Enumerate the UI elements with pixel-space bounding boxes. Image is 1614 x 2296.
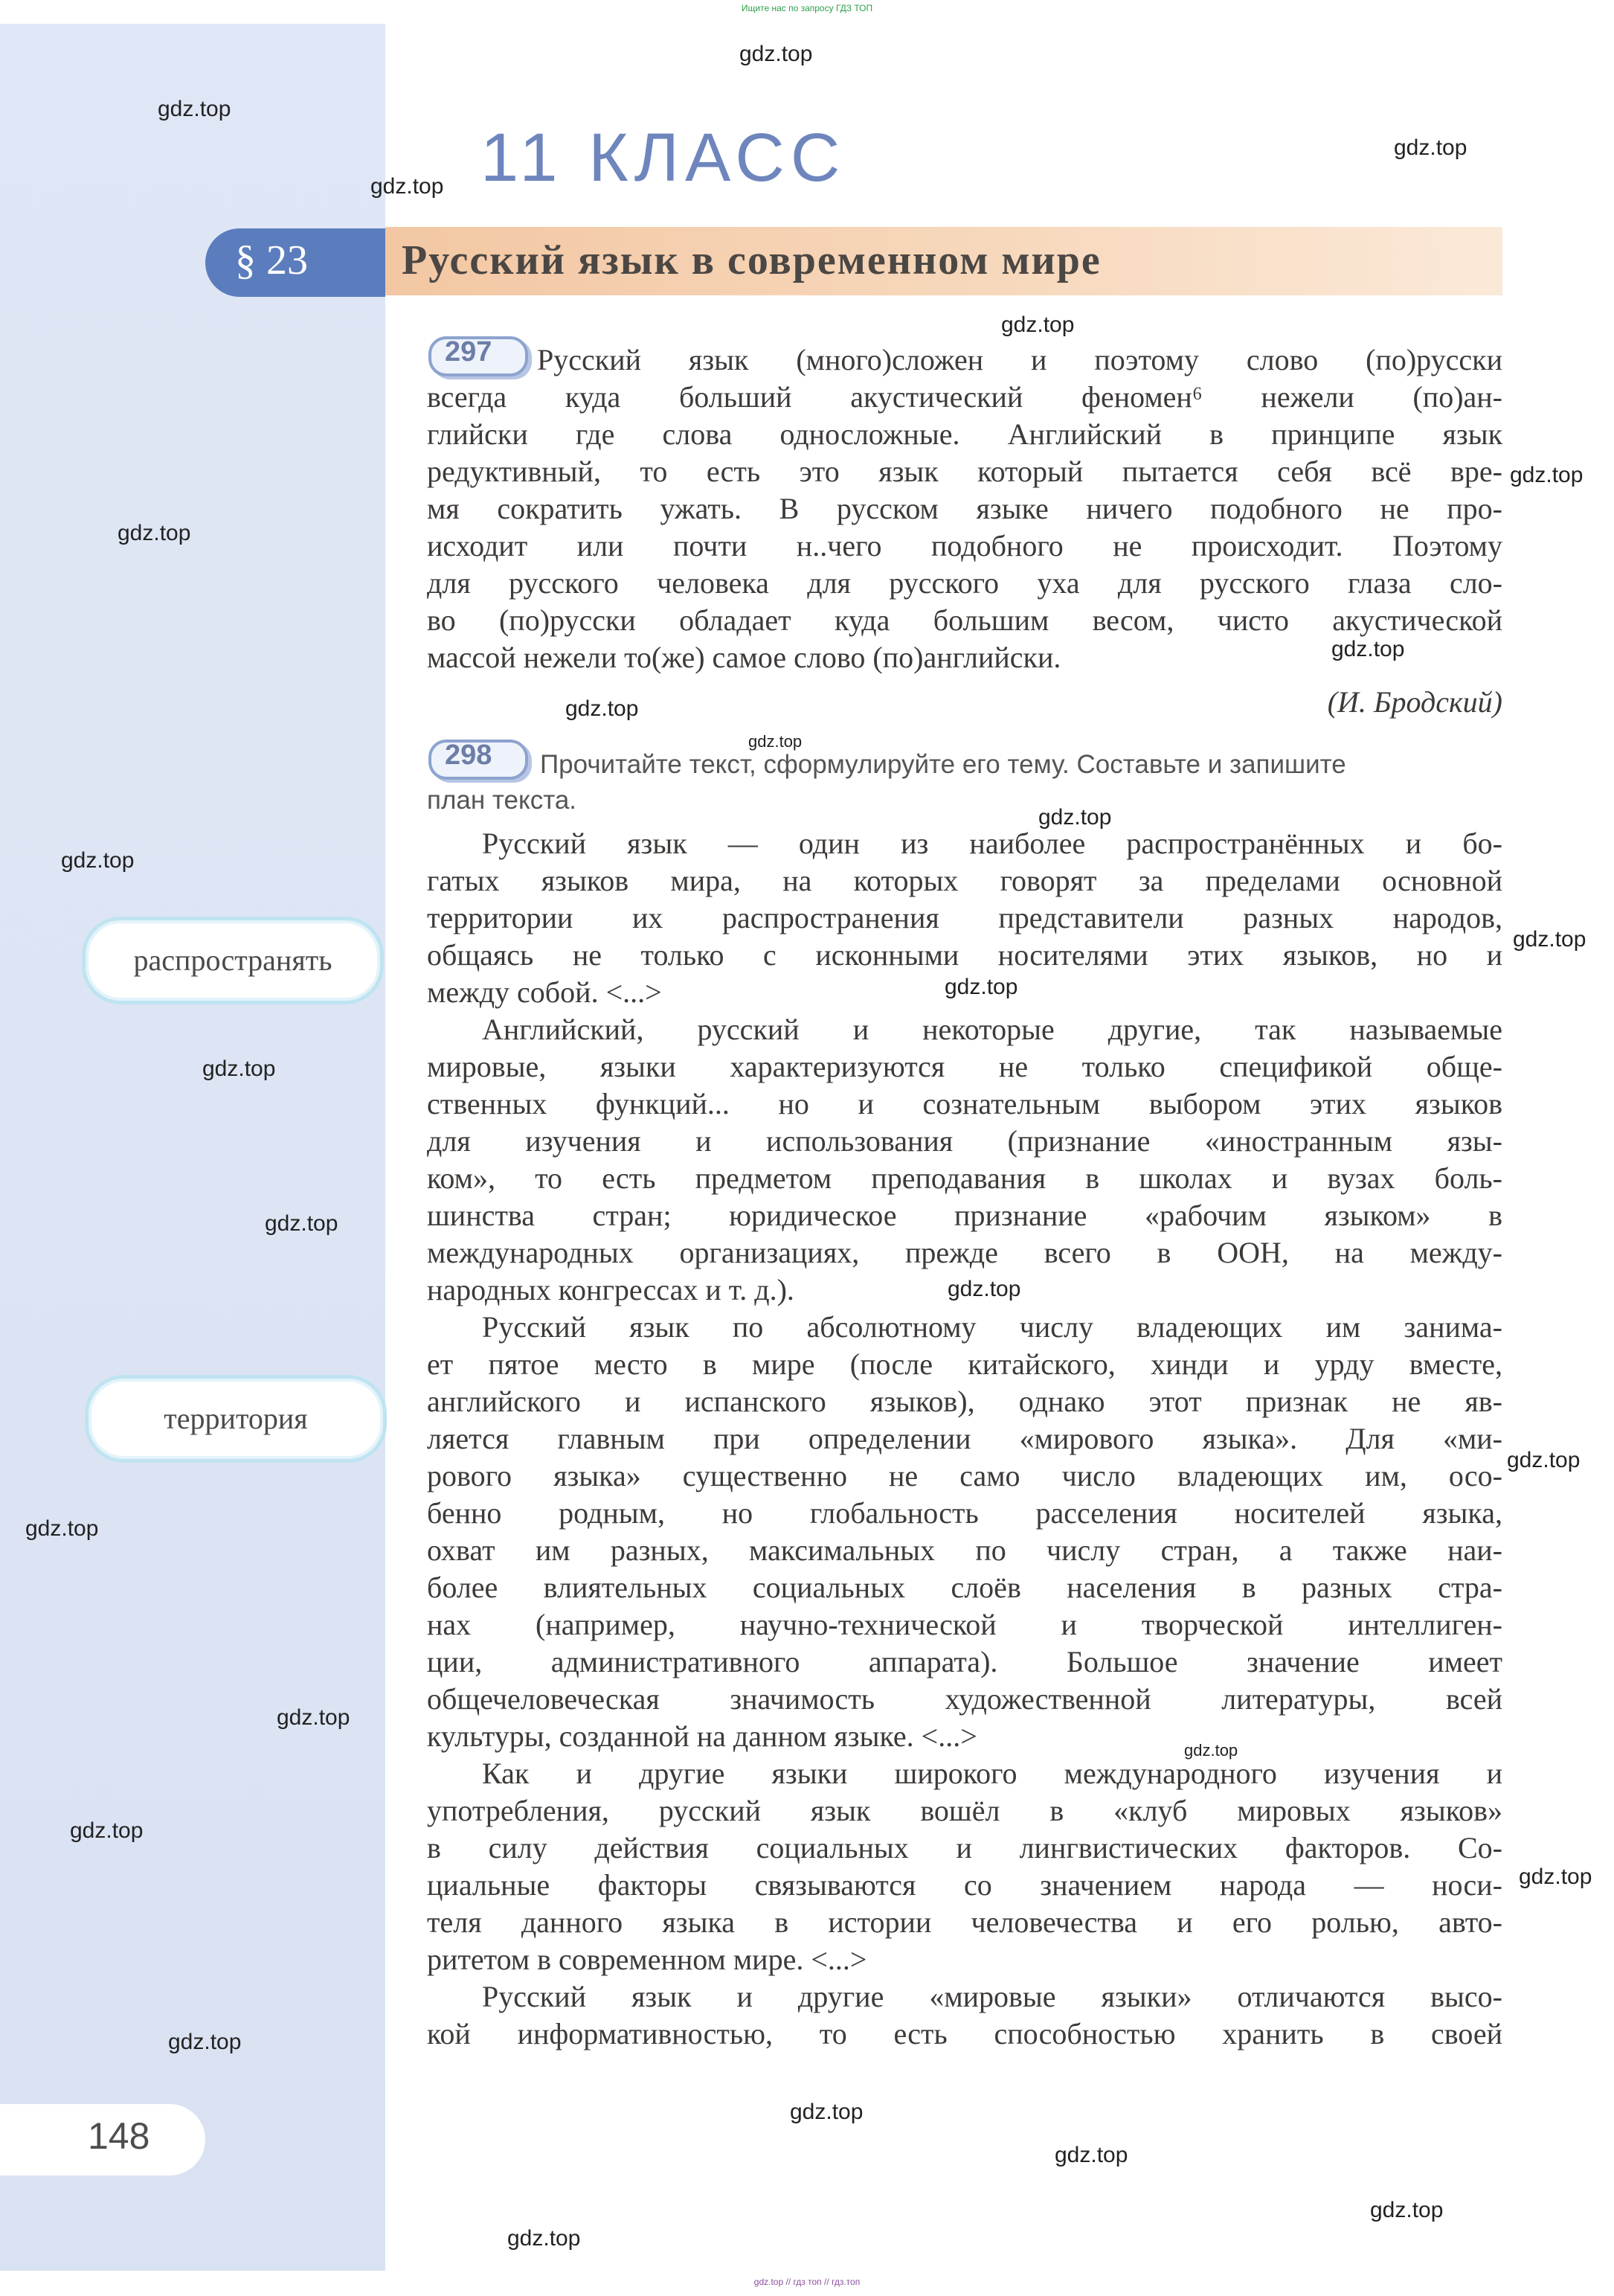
exercise-298-line: употребления, русский язык вошёл в «клуб мировых языков» xyxy=(427,1794,1502,1827)
exercise-298-task: план текста. xyxy=(427,786,577,815)
section-title: Русский язык в современном мире xyxy=(402,237,1102,283)
watermark: gdz.top xyxy=(1038,805,1112,830)
watermark: gdz.top xyxy=(739,42,813,66)
exercise-298-line: территории их распространения представители разных народов, xyxy=(427,901,1502,934)
exercise-number-298: 298 xyxy=(445,740,492,771)
watermark: gdz.top xyxy=(1184,1741,1238,1760)
exercise-298-line: для изучения и использования (признание «иностранным язы- xyxy=(427,1124,1502,1158)
exercise-298-line: мировые, языки характеризуются не только спецификой обще- xyxy=(427,1050,1502,1083)
exercise-298-line: ляется главным при определении «мирового языка». Для «ми- xyxy=(427,1422,1502,1455)
watermark: gdz.top xyxy=(1510,463,1584,487)
exercise-number-297: 297 xyxy=(445,336,492,368)
watermark: gdz.top xyxy=(202,1056,276,1081)
watermark: gdz.top xyxy=(118,521,191,545)
exercise-297-line: массой нежели то(же) самое слово (по)английски. xyxy=(427,641,1061,674)
page-number: 148 xyxy=(88,2115,150,2157)
exercise-298-line: международных организациях, прежде всего в ООН, на между- xyxy=(427,1236,1502,1269)
exercise-298-line: гатых языков мира, на которых говорят за пределами основной xyxy=(427,864,1502,897)
exercise-298-line: ет пятое место в мире (после китайского, хинди и урду вместе, xyxy=(427,1347,1502,1381)
exercise-298-line: между собой. <...> xyxy=(427,975,662,1009)
bottom-note: gdz.top // гдз топ // гдз.топ xyxy=(753,2277,861,2287)
watermark: gdz.top xyxy=(1331,637,1405,661)
exercise-298-line: ции, административного аппарата). Большое значение имеет xyxy=(427,1645,1502,1678)
exercise-298-line: бенно родным, но глобальность расселения носителей языка, xyxy=(427,1496,1502,1530)
exercise-298-line: Как и другие языки широкого международного изучения и xyxy=(482,1757,1502,1790)
watermark: gdz.top xyxy=(1055,2143,1128,2167)
exercise-297-line: редуктивный, то есть это язык который пытается себя всё вре- xyxy=(427,455,1502,488)
watermark: gdz.top xyxy=(1519,1864,1592,1889)
exercise-297-line: мя сократить ужать. В русском языке ничего подобного не про- xyxy=(427,492,1502,525)
watermark: gdz.top xyxy=(168,2030,242,2054)
exercise-297-line: для русского человека для русского уха для русского глаза сло- xyxy=(427,566,1502,600)
grade-title: 11 КЛАСС xyxy=(480,120,846,196)
watermark: gdz.top xyxy=(1370,2198,1444,2222)
exercise-298-line: культуры, созданной на данном языке. <...> xyxy=(427,1719,977,1753)
exercise-298-line: охват им разных, максимальных по числу стран, а также наи- xyxy=(427,1533,1502,1567)
exercise-298-line: в силу действия социальных и лингвистических факторов. Со- xyxy=(427,1831,1502,1864)
exercise-298-line: теля данного языка в истории человечества и его ролью, авто- xyxy=(427,1905,1502,1939)
exercise-298-line: Английский, русский и некоторые другие, так называемые xyxy=(482,1013,1502,1046)
exercise-298-line: английского и испанского языков), однако этот признак не яв- xyxy=(427,1385,1502,1418)
exercise-298-line: ком», то есть предметом преподавания в школах и вузах боль- xyxy=(427,1161,1502,1195)
exercise-298-line: шинства стран; юридическое признание «рабочим языком» в xyxy=(427,1199,1502,1232)
exercise-297-line: исходит или почти н..чего подобного не происходит. Поэтому xyxy=(427,529,1502,562)
watermark: gdz.top xyxy=(70,1818,144,1843)
sidebar-margin xyxy=(0,24,385,2271)
watermark: gdz.top xyxy=(948,1277,1021,1301)
exercise-298-line: циальные факторы связываются со значением народа — носи- xyxy=(427,1868,1502,1902)
watermark: gdz.top xyxy=(790,2100,864,2124)
exercise-298-line: нах (например, научно-технической и творческой интеллиген- xyxy=(427,1608,1502,1641)
exercise-297-line: во (по)русски обладает куда большим весом, чисто акустической xyxy=(427,603,1502,637)
section-number: § 23 xyxy=(235,237,308,283)
exercise-298-line: Русский язык по абсолютному числу владеющих им занима- xyxy=(482,1310,1502,1344)
quote-attribution: (И. Бродский) xyxy=(1327,685,1502,719)
exercise-297-line: глийски где слова односложные. Английский в принципе язык xyxy=(427,417,1502,451)
vocabulary-word-box: распространять xyxy=(82,917,384,1004)
watermark: gdz.top xyxy=(277,1705,350,1730)
exercise-298-line: Русский язык — один из наиболее распространённых и бо- xyxy=(482,827,1502,860)
watermark: gdz.top xyxy=(1394,135,1467,160)
watermark: gdz.top xyxy=(61,848,135,873)
watermark: gdz.top xyxy=(370,174,444,199)
exercise-298-line: общаясь не только с исконными носителями этих языков, но и xyxy=(427,938,1502,972)
top-note: Ищите нас по запросу ГДЗ ТОП xyxy=(741,3,873,13)
vocabulary-word-box: территория xyxy=(85,1375,387,1463)
watermark: gdz.top xyxy=(1001,312,1075,337)
watermark: gdz.top xyxy=(25,1516,99,1541)
exercise-298-line: Русский язык и другие «мировые языки» отличаются высо- xyxy=(482,1980,1502,2013)
exercise-298-line: народных конгрессах и т. д.). xyxy=(427,1273,794,1306)
watermark: gdz.top xyxy=(265,1211,338,1236)
exercise-298-line: кой информативностью, то есть способностью хранить в своей xyxy=(427,2017,1502,2050)
watermark: gdz.top xyxy=(565,696,639,721)
exercise-298-line: рового языка» существенно не само число владеющих им, осо- xyxy=(427,1459,1502,1492)
watermark: gdz.top xyxy=(1513,927,1586,952)
watermark: gdz.top xyxy=(158,97,231,121)
exercise-298-line: общечеловеческая значимость художественной литературы, всей xyxy=(427,1682,1502,1716)
watermark: gdz.top xyxy=(945,975,1018,999)
exercise-297-line: Русский язык (много)сложен и поэтому слово (по)русски xyxy=(537,343,1502,376)
exercise-298-task: Прочитайте текст, сформулируйте его тему. Составьте и запишите xyxy=(540,750,1346,779)
exercise-297-line: всегда куда больший акустический феномен⁶ нежели (по)ан- xyxy=(427,380,1502,414)
watermark: gdz.top xyxy=(748,732,803,751)
exercise-298-line: ственных функций... но и сознательным выбором этих языков xyxy=(427,1087,1502,1120)
watermark: gdz.top xyxy=(507,2226,581,2251)
exercise-298-line: ритетом в современном мире. <...> xyxy=(427,1943,867,1976)
exercise-298-line: более влиятельных социальных слоёв населения в разных стра- xyxy=(427,1571,1502,1604)
watermark: gdz.top xyxy=(1507,1448,1581,1472)
